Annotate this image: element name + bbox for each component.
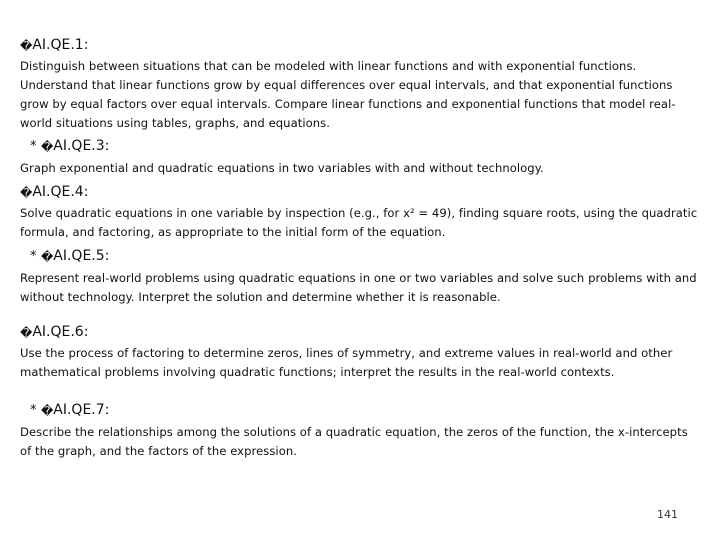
bullet-glyph-icon: � <box>40 404 54 418</box>
bullet-glyph-icon: � <box>20 326 33 340</box>
standard-heading <box>20 183 700 201</box>
bullet-glyph-icon: � <box>20 39 33 53</box>
standard-ai-qe-7 <box>20 401 700 461</box>
standard-heading <box>20 323 700 341</box>
asterisk-marker: * <box>30 249 37 264</box>
standard-code: AI.QE.4: <box>32 184 89 200</box>
standard-heading <box>20 401 700 420</box>
standard-code: AI.QE.7: <box>53 402 110 418</box>
standard-description: Represent real-world problems using quadratic equations in one or two variables and solve such problems with and without technology. Interpret the solution and determine whether it is reasonable. <box>20 271 697 304</box>
standard-code: AI.QE.1: <box>32 37 89 53</box>
standard-description: Graph exponential and quadratic equations in two variables with and without technology. <box>20 161 544 175</box>
standard-ai-qe-6 <box>20 323 700 382</box>
standard-description: Solve quadratic equations in one variable by inspection (e.g., for x² = 49), finding square roots, using the quadratic formula, and factoring, as appropriate to the initial form of the equation. <box>20 206 698 239</box>
standard-heading <box>20 36 700 54</box>
standard-code: AI.QE.3: <box>53 138 110 154</box>
bullet-glyph-icon: � <box>20 186 33 200</box>
standard-code: AI.QE.5: <box>53 248 110 264</box>
asterisk-marker: * <box>30 139 37 154</box>
standard-code: AI.QE.6: <box>32 324 89 340</box>
standard-description: Describe the relationships among the solutions of a quadratic equation, the zeros of the function, the x-intercepts of the graph, and the factors of the expression. <box>20 425 688 458</box>
standard-description: Distinguish between situations that can be modeled with linear functions and with exponential functions. Understand that linear functions grow by equal differences over equal intervals, and that exponential functions grow by equal factors over equal intervals. Compare linear functions and exponential functions that model real-world situations using tables, graphs, and equations. <box>20 59 676 130</box>
standard-ai-qe-3 <box>20 137 700 178</box>
bullet-glyph-icon: � <box>40 140 54 154</box>
standard-ai-qe-5 <box>20 247 700 307</box>
bullet-glyph-icon: � <box>40 250 54 264</box>
standard-heading <box>20 247 700 266</box>
standard-ai-qe-1 <box>20 36 700 133</box>
standard-description: Use the process of factoring to determine zeros, lines of symmetry, and extreme values in real-world and other mathematical problems involving quadratic functions; interpret the results in the real-world contexts. <box>20 346 673 379</box>
standard-ai-qe-4 <box>20 183 700 242</box>
asterisk-marker: * <box>30 403 37 418</box>
page-number: 141 <box>657 508 678 521</box>
standard-heading <box>20 137 700 156</box>
